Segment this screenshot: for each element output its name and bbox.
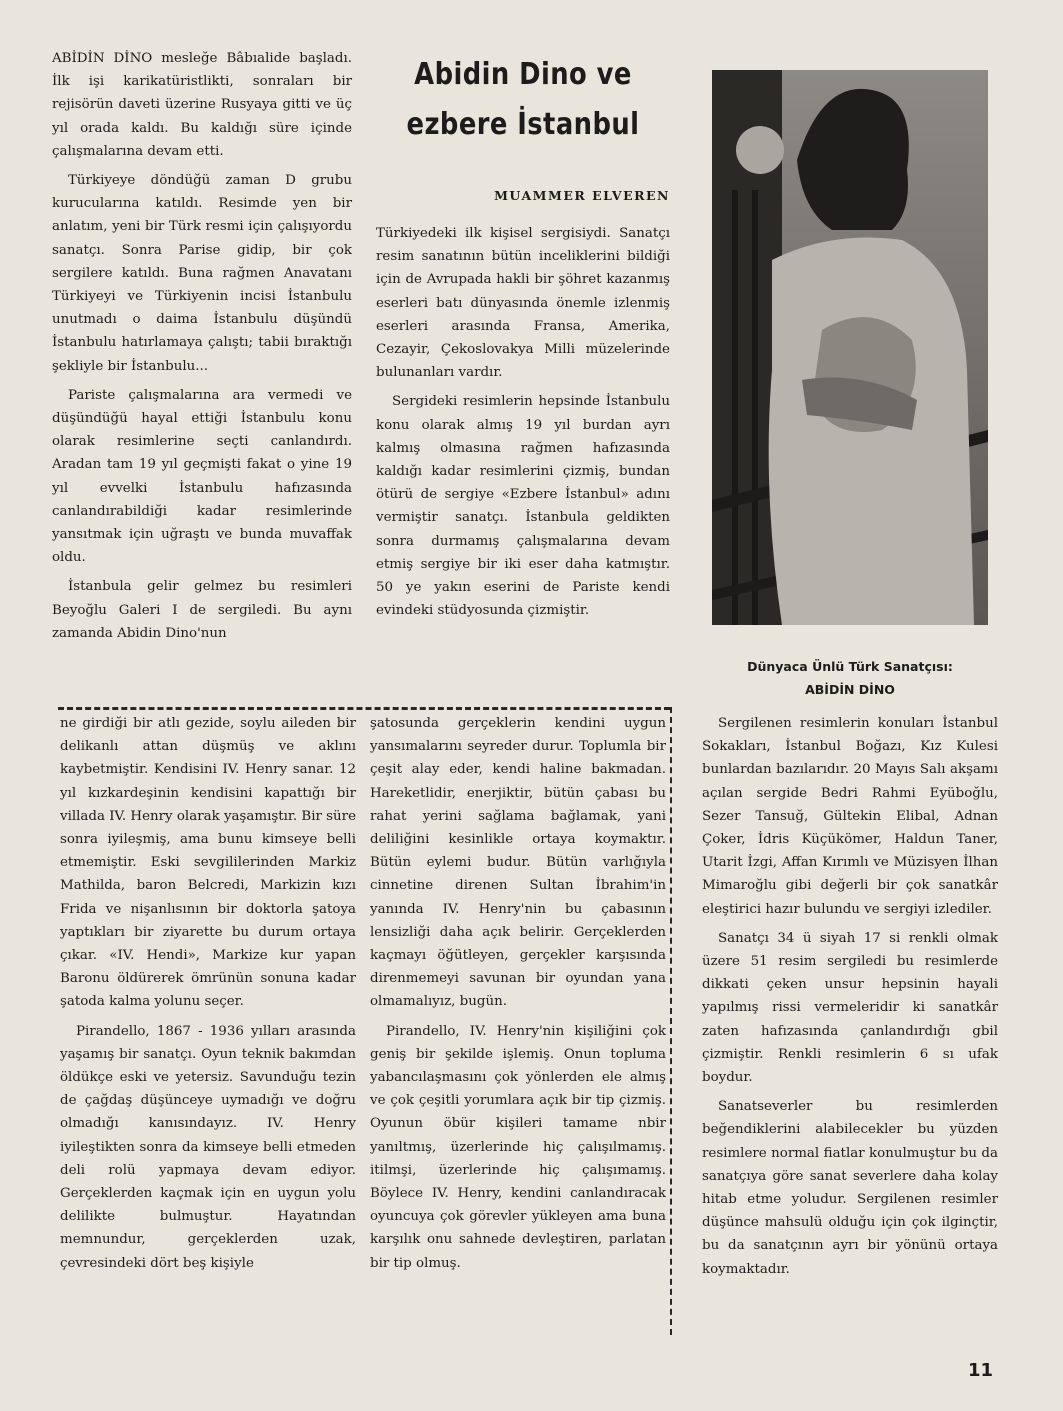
column-right-bottom [702, 712, 998, 1281]
paragraph: Türkiyeye döndüğü zaman D grubu kurucularına katıldı. Resimde yen bir anlatım, yeni bir Türk resmi için çalışıyordu sanatçı. Sonra Parise gidip, bir çok sergilere katıldı. Buna rağmen Anavatanı Türkiyeyi ve Türkiyenin incisi İstanbulu unutmadı o daima İstanbulu düşündü İstanbulu hatırlamaya çalıştı; tabii bıraktığı şekliyle bir İstanbulu... [52, 173, 352, 374]
caption-line-2: ABİDİN DİNO [805, 682, 895, 697]
paragraph: Sanatseverler bu resimlerden beğendiklerini alabilecekler bu yüzden resimlere normal fiatlar konulmuştur bu da sanatçıya göre sanat severlere daha kolay hitab etme yoludur. Sergilenen resimler düşünce mahsulü olduğu için çok ilginçtir, bu da sanatçının ayrı bir yönünü ortaya koymaktadır. [702, 1099, 998, 1277]
column-middle-bottom [370, 712, 666, 1275]
article-title [397, 50, 650, 150]
column-left-top [52, 47, 352, 645]
horizontal-divider [58, 707, 670, 710]
paragraph: Türkiyedeki ilk kişisel sergisiydi. Sanatçı resim sanatının bütün inceliklerini bildiği için de Avrupada hakli bir şöhret kazanmış eserleri batı dünyasında önemle izlenmiş eserleri arasında Fransa, Amerika, Cezayir, Çekoslovakya Milli müzelerinde bulunanları vardır. [376, 226, 670, 381]
portrait-photo [712, 70, 988, 625]
title-line-2: ezbere İstanbul [406, 107, 640, 142]
paragraph: ABİDİN DİNO mesleğe Bâbıalide başladı. İlk işi karikatüristlikti, sonraları bir rejisörün daveti üzerine Rusyaya gitti ve üç yıl orada kaldı. Bu kaldığı süre içinde çalışmalarına devam etti. [52, 51, 352, 159]
paragraph: şatosunda gerçeklerin kendini uygun yansımalarını seyreder durur. Toplumla bir çeşit alay eder, kendi haline bakmadan. Hareketlidir, enerjiktir, bütün çabası bu rahat yerini sağlama bağlamak, yani deliliğini kesinlikle ortaya koymaktır. Bütün eylemi budur. Bütün varlığıyla cinnetine direnen Sultan İbrahim'in yanında IV. Henry'nin bu çabasının lensizliği daha açık belirir. Gerçeklerden kaçmayı öğütleyen, gerçekler karşısında direnmemeyi savunan bir oyundan yana olmamalıyız, bugün. [370, 716, 666, 1010]
page-number: 11 [968, 1360, 994, 1381]
paragraph: ne girdiği bir atlı gezide, soylu aileden bir delikanlı attan düşmüş ve aklını kaybetmiştir. Kendisini IV. Henry sanar. 12 yıl kızkardeşinin kendisini kapattığı bir villada IV. Henry olarak yaşamıştır. Bir süre sonra iyileşmiş, ama bunu kimseye belli etmemiştir. Eski sevgililerinden Markiz Mathilda, baron Belcredi, Markizin kızı Frida ve nişanlısının bir doktorla şatoya yaptıkları bir ziyarette bu durum ortaya çıkar. «IV. Hendi», Markize kur yapan Baronu öldürerek ömrünün sonuna kadar şatoda kalma yolunu seçer. [60, 716, 356, 1010]
caption-line-1: Dünyaca Ünlü Türk Sanatçısı: [747, 659, 953, 674]
photo-caption [702, 655, 998, 701]
paragraph: Pirandello, 1867 - 1936 yılları arasında yaşamış bir sanatçı. Oyun teknik bakımdan öldükçe eski ve yetersiz. Savunduğu tezin de çağdaş düşünceye uymadığı ve doğru olmadığı kanısındayız. IV. Henry iyileştikten sonra da kimseye belli etmeden deli rolü yapmaya devam ediyor. Gerçeklerden kaçmak için en uygun yolu delilikte bulmuştur. Hayatından memnundur, gerçeklerden uzak, çevresindeki dört beş kişiyle [60, 1023, 356, 1271]
paragraph: Sanatçı 34 ü siyah 17 si renkli olmak üzere 51 resim sergiledi bu resimlerde dikkati çeken unsur hepsinin hayali yapılmış rissi vermeleridir ki sanatkâr zaten hafızasında çanlandırdığı gbil çizmiştir. Renkli resimlerin 6 sı ufak boydur. [702, 930, 998, 1086]
paragraph: İstanbula gelir gelmez bu resimleri Beyoğlu Galeri I de sergiledi. Bu aynı zamanda Abidin Dino'nun [52, 579, 352, 641]
paragraph: Sergideki resimlerin hepsinde İstanbulu konu olarak almış 19 yıl burdan ayrı kalmış olmasına rağmen hafızasında kaldığı kadar resimlerini çizmiş, bundan ötürü de sergiye «Ezbere İstanbul» adını vermiştir sanatçı. İstanbula geldikten sonra durmamış çalışmalarına devam etmiş sergiye bir iki eser daha katmıştır. 50 ye yakın eserini de Pariste kendi evindeki stüdyosunda çizmiştir. [376, 394, 670, 619]
vertical-divider [670, 707, 672, 1335]
column-left-bottom [60, 712, 356, 1275]
paragraph: Pariste çalışmalarına ara vermedi ve düşündüğü hayal ettiği İstanbulu konu olarak resimlerine seçti canlandırdı. Aradan tam 19 yıl geçmişti fakat o yine 19 yıl evvelki İstanbulu hafızasında canlandırabildiği kadar resimlerinde yansıtmak için uğraştı ve bunda muvaffak oldu. [52, 387, 352, 566]
paragraph: Pirandello, IV. Henry'nin kişiliğini çok geniş bir şekilde işlemiş. Onun topluma yabancılaşmasını çok yönlerden ele almış ve çok çeşitli yorumlara açık bir tip çizmiş. Oyunun öbür kişileri tamame nbir yanıltmış, üzerlerinde hiç çalışılmamış. itilmşi, üzerlerinde hiç çalışımamış. Böylece IV. Henry, kendini canlandıracak oyuncuya çok görevler yükleyen ama buna karşılık onu sahnede devleştiren, parlatan bir tip olmuş. [370, 1023, 666, 1271]
paragraph: Sergilenen resimlerin konuları İstanbul Sokakları, İstanbul Boğazı, Kız Kulesi bunlardan bazılarıdır. 20 Mayıs Salı akşamı açılan sergide Bedri Rahmi Eyüboğlu, Sezer Tansuğ, Gültekin Elibal, Adnan Çoker, İdris Küçükömer, Haldun Taner, Utarit İzgi, Affan Kırımlı ve Müzisyen İlhan Mimaroğlu gibi değerli bir çok sanatkâr eleştirici hazır bulundu ve sergiyi izlediler. [702, 716, 998, 917]
title-line-1: Abidin Dino ve [414, 57, 632, 92]
author-byline: MUAMMER ELVEREN [494, 188, 670, 203]
column-middle-top [376, 222, 670, 622]
